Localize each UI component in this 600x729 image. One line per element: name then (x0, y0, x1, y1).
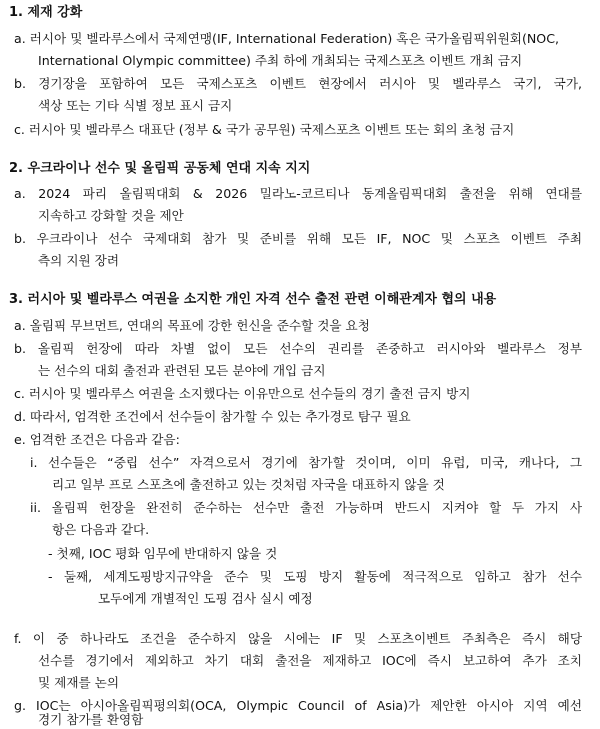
section-2-item-b-line-2: 측의 지원 장려 (38, 253, 119, 268)
section-3-item-d: d. 따라서, 엄격한 조건에서 선수들이 참가할 수 있는 추가경로 탐구 필요 (14, 409, 411, 424)
section-3-item-e-ii-second-line-2: 모두에게 개별적인 도핑 검사 실시 예정 (98, 591, 313, 606)
section-1-item-a-line-2: International Olympic committee) 주최 하에 개최되는 국제스포츠 이벤트 개최 금지 (38, 53, 523, 68)
section-3-item-e: e. 엄격한 조건은 다음과 같음: (14, 432, 180, 447)
section-3-item-g-line-1: g. IOC는 아시아올림픽평의회(OCA, Olympic Council of Asia)가 제안한 아시아 지역 예선 (14, 698, 582, 713)
section-3-item-b-line-1: b. 올림픽 헌장에 따라 차별 없이 모든 선수의 권리를 존중하고 러시아와 벨라루스 정부 (14, 341, 582, 356)
section-2-item-b-line-1: b. 우크라이나 선수 국제대회 참가 및 준비를 위해 모든 IF, NOC 및 스포츠 이벤트 주최 (14, 231, 582, 246)
section-3-item-b-line-2: 는 선수의 대회 출전과 관련된 모든 분야에 개입 금지 (38, 363, 326, 378)
section-2-title: 2. 우크라이나 선수 및 올림픽 공동체 연대 지속 지지 (9, 161, 311, 176)
section-3-item-e-i-line-2: 리고 일부 프로 스포츠에 출전하고 있는 것처럼 자국을 대표하지 않을 것 (52, 477, 445, 492)
section-3-item-e-i-line-1: i. 선수들은 “중립 선수” 자격으로서 경기에 참가할 것이며, 이미 유럽, 미국, 캐나다, 그 (30, 455, 582, 470)
section-1-item-b-line-1: b. 경기장을 포함하여 모든 국제스포츠 이벤트 현장에서 러시아 및 벨라루스 국기, 국가, (14, 76, 582, 91)
section-3-item-e-ii-second-line-1: - 둘째, 세계도핑방지규약을 준수 및 도핑 방지 활동에 적극적으로 임하고 참가 선수 (48, 569, 582, 584)
section-3-item-f-line-1: f. 이 중 하나라도 조건을 준수하지 않을 시에는 IF 및 스포츠이벤트 주최측은 즉시 해당 (14, 631, 582, 646)
section-1-title: 1. 제재 강화 (9, 5, 83, 20)
section-1-item-a-line-1: a. 러시아 및 벨라루스에서 국제연맹(IF, International Federation) 혹은 국가올림픽위원회(NOC, (14, 31, 559, 46)
section-3-item-e-ii-line-2: 항은 다음과 같다. (52, 522, 150, 537)
section-3-title: 3. 러시아 및 벨라루스 여권을 소지한 개인 자격 선수 출전 관련 이해관계자 협의 내용 (9, 292, 497, 307)
section-3-item-f-line-2: 선수를 경기에서 제외하고 차기 대회 출전을 제재하고 IOC에 즉시 보고하여 추가 조치 (38, 653, 582, 668)
section-3-item-c: c. 러시아 및 벨라루스 여권을 소지했다는 이유만으로 선수들의 경기 출전 금지 방지 (14, 386, 471, 401)
section-2-item-a-line-2: 지속하고 강화할 것을 제안 (38, 208, 184, 223)
section-3-item-f-line-3: 및 제재를 논의 (38, 675, 119, 690)
section-1-item-c: c. 러시아 및 벨라루스 대표단 (정부 & 국가 공무원) 국제스포츠 이벤트 또는 회의 초청 금지 (14, 122, 515, 137)
section-3-item-e-ii-first: - 첫째, IOC 평화 임무에 반대하지 않을 것 (48, 546, 278, 561)
section-3-item-e-ii-line-1: ii. 올림픽 헌장을 완전히 준수하는 선수만 출전 가능하며 반드시 지켜야 할 두 가지 사 (30, 500, 582, 515)
section-2-item-a-line-1: a. 2024 파리 올림픽대회 & 2026 밀라노-코르티나 동계올림픽대회 출전을 위해 연대를 (14, 186, 582, 201)
section-3-item-g-line-2: 경기 참가를 환영함 (38, 712, 144, 727)
section-3-item-a: a. 올림픽 무브먼트, 연대의 목표에 강한 헌신을 준수할 것을 요청 (14, 318, 370, 333)
section-1-item-b-line-2: 색상 또는 기타 식별 정보 표시 금지 (38, 98, 233, 113)
